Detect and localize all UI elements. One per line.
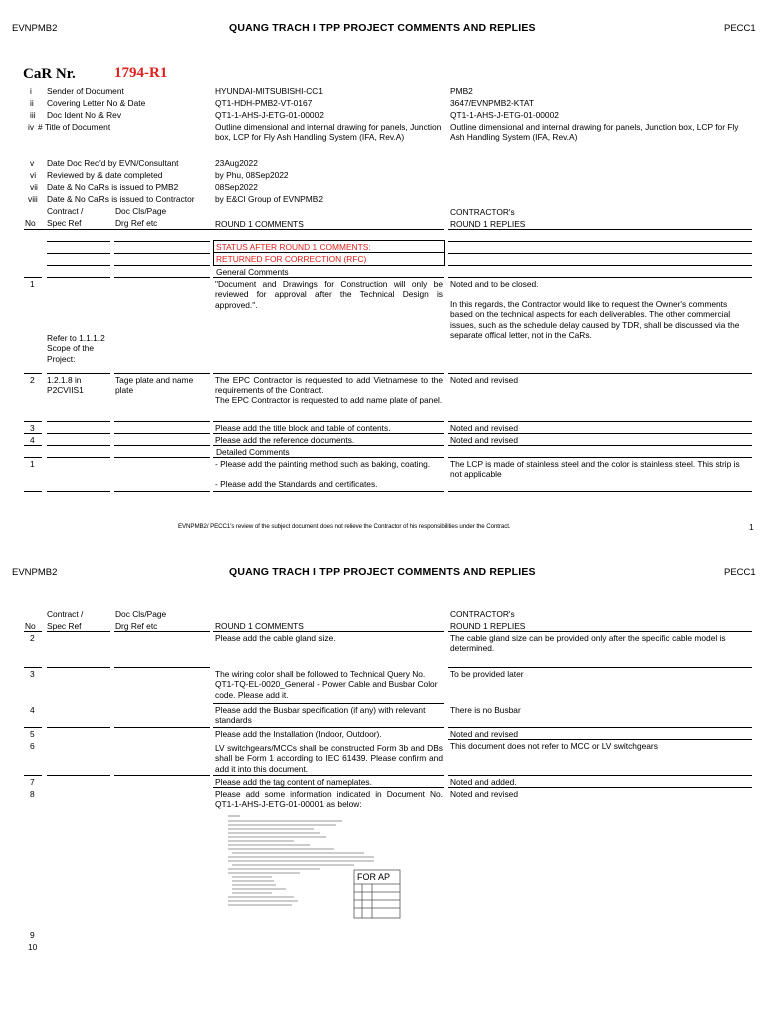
info-label: Doc Ident No & Rev xyxy=(47,110,122,120)
info-num: ii xyxy=(30,98,34,108)
row-comment-2: - Please add the Standards and certificates. xyxy=(215,479,378,489)
col-contract: Contract / xyxy=(47,609,84,619)
row-reply: To be provided later xyxy=(450,669,524,679)
header-right: PECC1 xyxy=(724,567,756,578)
row-comment: LV switchgears/MCCs shall be constructed Form 3b and DBs shall be Form 1 according to IEC 61439. Please confirm and add it into this document. xyxy=(215,743,443,774)
row-spec-ref: Refer to 1.1.1.2 Scope of the Project: xyxy=(47,333,105,364)
footer-disclaimer: EVNPMB2/ PECC1's review of the subject document does not relieve the Contractor of his responsibilities under the Contract. xyxy=(178,523,511,530)
col-doc: Doc Cls/Page xyxy=(115,609,167,619)
row-comment: The EPC Contractor is requested to add Vietnamese to the requirements of the Contract. xyxy=(215,375,443,396)
col-comments: ROUND 1 COMMENTS xyxy=(215,621,304,631)
col-replies: CONTRACTOR's xyxy=(450,207,515,217)
info-label: Reviewed by & date completed xyxy=(47,170,163,180)
col-no: No xyxy=(25,218,36,228)
row-comment-2: The EPC Contractor is requested to add name plate of panel. xyxy=(215,395,443,405)
header-right: PECC1 xyxy=(724,23,756,34)
car-value: 1794-R1 xyxy=(114,65,168,81)
notes-drawing-graphic xyxy=(224,812,402,920)
page-number: 1 xyxy=(749,522,754,532)
row-no: 4 xyxy=(30,705,35,715)
row-comment: Please add the cable gland size. xyxy=(215,633,336,643)
row-no: 1 xyxy=(30,459,35,469)
status-line-1: STATUS AFTER ROUND 1 COMMENTS: xyxy=(216,242,371,252)
info-num: v xyxy=(30,158,35,168)
row-comment: "Document and Drawings for Construction will only be reviewed for approval after the Technical Design is approved.". xyxy=(215,279,443,310)
col-replies: CONTRACTOR's xyxy=(450,609,515,619)
info-value: QT1-HDH-PMB2-VT-0167 xyxy=(215,98,313,108)
row-no: 6 xyxy=(30,741,35,751)
info-value: QT1-1-AHS-J-ETG-01-00002 xyxy=(215,110,324,120)
embedded-notes-image xyxy=(224,812,402,920)
col-contract: Contract / xyxy=(47,206,84,216)
col-comments: ROUND 1 COMMENTS xyxy=(215,219,304,229)
row-reply: Noted and revised xyxy=(450,729,518,739)
row-no: 10 xyxy=(28,942,38,952)
row-no: 2 xyxy=(30,633,35,643)
col-drg-ref: Drg Ref etc xyxy=(115,621,158,631)
info-value: by Phu, 08Sep2022 xyxy=(215,170,289,180)
info-num: i xyxy=(30,86,32,96)
row-no: 9 xyxy=(30,930,35,940)
row-comment: Please add the reference documents. xyxy=(215,435,355,445)
row-reply: Noted and revised xyxy=(450,435,518,445)
info-num: viii xyxy=(28,194,38,204)
row-no: 5 xyxy=(30,729,35,739)
row-reply: There is no Busbar xyxy=(450,705,521,715)
row-comment: Please add the title block and table of contents. xyxy=(215,423,391,433)
info-value: by E&CI Group of EVNPMB2 xyxy=(215,194,323,204)
col-doc: Doc Cls/Page xyxy=(115,206,167,216)
header-left: EVNPMB2 xyxy=(12,567,58,578)
status-line-2: RETURNED FOR CORRECTION (RFC) xyxy=(216,254,367,264)
row-reply: Noted and to be closed. xyxy=(450,279,539,289)
row-spec-ref: 1.2.1.8 in P2CVIIS1 xyxy=(47,375,84,396)
info-value: 23Aug2022 xyxy=(215,158,258,168)
row-comment: Please add the tag content of nameplates. xyxy=(215,777,372,787)
row-comment: Please add the Installation (Indoor, Outdoor). xyxy=(215,729,382,739)
info-num: vii xyxy=(30,182,38,192)
row-reply: Noted and added. xyxy=(450,777,517,787)
row-no: 3 xyxy=(30,423,35,433)
detailed-comments-heading: Detailed Comments xyxy=(216,447,290,457)
info-value: 08Sep2022 xyxy=(215,182,258,192)
info-value-2: PMB2 xyxy=(450,86,473,96)
header-left: EVNPMB2 xyxy=(12,23,58,34)
info-value-2: Outline dimensional and internal drawing for panels, Junction box, LCP for Fly Ash Handling System (IFA, Rev.A) xyxy=(450,122,739,143)
row-comment: The wiring color shall be followed to Technical Query No. QT1-TQ-EL-0020_General - Power Cable and Busbar Color code. Please add it. xyxy=(215,669,438,700)
general-comments-heading: General Comments xyxy=(216,267,289,277)
info-value-2: 3647/EVNPMB2-KTAT xyxy=(450,98,534,108)
row-no: 4 xyxy=(30,435,35,445)
row-no: 7 xyxy=(30,777,35,787)
col-drg-ref: Drg Ref etc xyxy=(115,218,158,228)
stamp-text: FOR AP xyxy=(357,872,391,882)
row-no: 1 xyxy=(30,279,35,289)
row-no: 2 xyxy=(30,375,35,385)
row-comment: - Please add the painting method such as baking, coating. xyxy=(215,459,431,469)
row-reply: Noted and revised xyxy=(450,375,518,385)
row-comment: Please add some information indicated in Document No. QT1-1-AHS-J-ETG-01-00001 as below: xyxy=(215,789,443,810)
info-value: HYUNDAI-MITSUBISHI-CC1 xyxy=(215,86,323,96)
info-label: Date & No CaRs is issued to Contractor xyxy=(47,194,195,204)
info-label: Covering Letter No & Date xyxy=(47,98,146,108)
car-label: CaR Nr. xyxy=(23,66,76,82)
info-num: vi xyxy=(30,170,37,180)
info-label: Date Doc Rec'd by EVN/Consultant xyxy=(47,158,179,168)
col-round-replies: ROUND 1 REPLIES xyxy=(450,219,526,229)
row-doc-ref: Tage plate and name plate xyxy=(115,375,194,396)
info-label: Sender of Document xyxy=(47,86,124,96)
info-num: iii xyxy=(30,110,36,120)
row-reply: This document does not refer to MCC or LV switchgears xyxy=(450,741,658,751)
col-no: No xyxy=(25,621,36,631)
row-reply: The LCP is made of stainless steel and the color is stainless steel. This strip is not applicable xyxy=(450,459,740,480)
col-round-replies: ROUND 1 REPLIES xyxy=(450,621,526,631)
col-spec-ref: Spec Ref xyxy=(47,621,82,631)
row-reply: Noted and revised xyxy=(450,423,518,433)
header-title: QUANG TRACH I TPP PROJECT COMMENTS AND REPLIES xyxy=(229,566,536,578)
row-reply-detail: In this regards, the Contractor would like to request the Owner's comments based on the technical aspects for each deliverables. The other commercial issues, such as the schedule delay caused by TDR, shall be discussed via the separate offical letter, not in the CaRs. xyxy=(450,299,740,341)
row-no: 8 xyxy=(30,789,35,799)
row-reply: Noted and revised xyxy=(450,789,518,799)
row-no: 3 xyxy=(30,669,35,679)
info-value: Outline dimensional and internal drawing for panels, Junction box, LCP for Fly Ash Handling System (IFA, Rev.A) xyxy=(215,122,442,143)
info-value-2: QT1-1-AHS-J-ETG-01-00002 xyxy=(450,110,559,120)
col-spec-ref: Spec Ref xyxy=(47,218,82,228)
info-num: iv xyxy=(28,122,35,132)
row-reply: The cable gland size can be provided only after the specific cable model is determined. xyxy=(450,633,726,654)
row-comment: Please add the Busbar specification (if any) with relevant standards xyxy=(215,705,426,726)
info-label: Date & No CaRs is issued to PMB2 xyxy=(47,182,179,192)
header-title: QUANG TRACH I TPP PROJECT COMMENTS AND REPLIES xyxy=(229,22,536,34)
info-label: # Title of Document xyxy=(38,122,111,132)
